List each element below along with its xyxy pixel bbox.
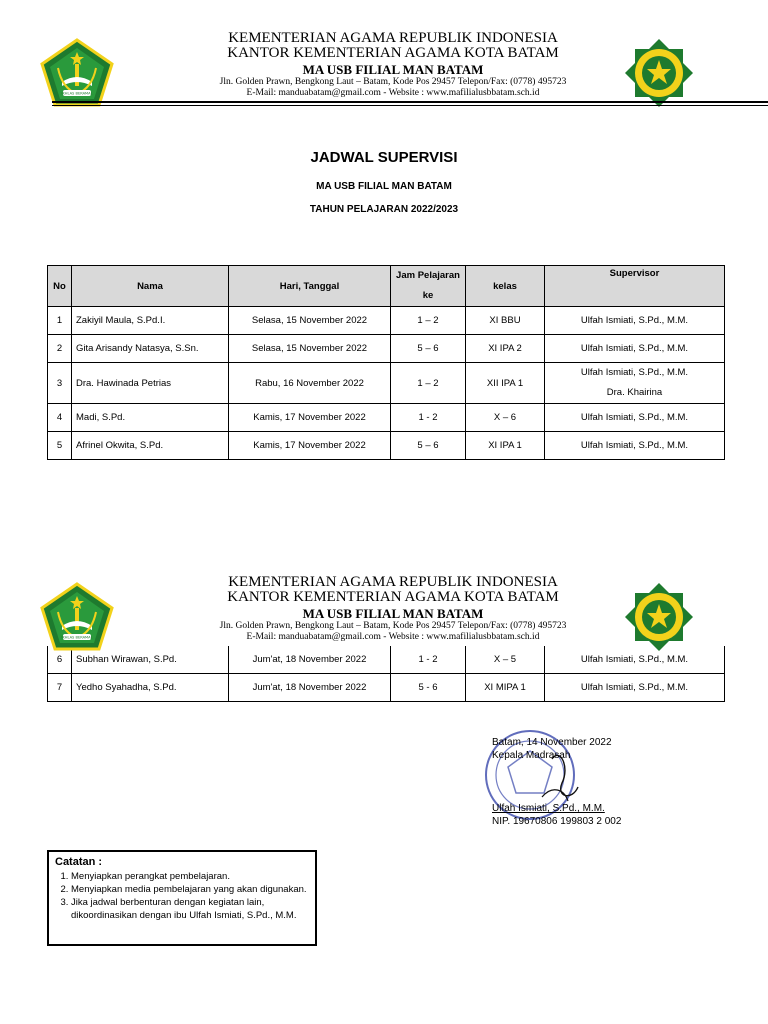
cell-kelas: X – 6 xyxy=(466,404,545,432)
cell-jam: 5 – 6 xyxy=(391,432,466,460)
col-header-no: No xyxy=(48,266,72,307)
cell-supervisor: Ulfah Ismiati, S.Pd., M.M. xyxy=(545,432,725,460)
cell-supervisor: Ulfah Ismiati, S.Pd., M.M. xyxy=(545,674,725,702)
school-logo-icon xyxy=(624,582,694,652)
header-school: MA USB FILIAL MAN BATAM xyxy=(302,606,484,621)
letterhead-second xyxy=(0,574,768,646)
school-logo-icon xyxy=(624,38,694,108)
cell-supervisor: Ulfah Ismiati, S.Pd., M.M. xyxy=(545,307,725,335)
schedule-table-continued xyxy=(47,645,725,702)
table-row xyxy=(48,363,725,404)
header-ministry: KEMENTERIAN AGAMA REPUBLIK INDONESIA xyxy=(228,30,558,46)
cell-no: 4 xyxy=(48,404,72,432)
cell-kelas: XI BBU xyxy=(466,307,545,335)
cell-tanggal: Kamis, 17 November 2022 xyxy=(229,404,391,432)
cell-supervisor: Ulfah Ismiati, S.Pd., M.M. xyxy=(545,646,725,674)
header-address: Jln. Golden Prawn, Bengkong Laut – Batam, Kode Pos 29457 Telepon/Fax: (0778) 495723 xyxy=(219,77,567,87)
cell-nama: Afrinel Okwita, S.Pd. xyxy=(72,432,229,460)
cell-jam: 1 – 2 xyxy=(391,307,466,335)
svg-text:IKHLAS BERAMAL: IKHLAS BERAMAL xyxy=(61,635,93,640)
table-row xyxy=(48,674,725,702)
cell-jam: 5 - 6 xyxy=(391,674,466,702)
cell-no: 6 xyxy=(48,646,72,674)
document-subtitle-school: MA USB FILIAL MAN BATAM xyxy=(316,181,452,192)
signature-date: Batam, 14 November 2022 xyxy=(492,737,612,748)
cell-nama: Gita Arisandy Natasya, S.Sn. xyxy=(72,335,229,363)
col-header-supervisor: Supervisor xyxy=(545,266,725,307)
header-office: KANTOR KEMENTERIAN AGAMA KOTA BATAM xyxy=(227,589,559,605)
signature-name: Ulfah Ismiati, S.Pd., M.M. xyxy=(492,803,605,814)
cell-no: 5 xyxy=(48,432,72,460)
table-header-row xyxy=(48,266,725,307)
table-row xyxy=(48,335,725,363)
schedule-table xyxy=(47,265,725,460)
header-office: KANTOR KEMENTERIAN AGAMA KOTA BATAM xyxy=(227,45,559,61)
cell-kelas: XI IPA 1 xyxy=(466,432,545,460)
col-header-nama: Nama xyxy=(72,266,229,307)
header-address: Jln. Golden Prawn, Bengkong Laut – Batam, Kode Pos 29457 Telepon/Fax: (0778) 495723 xyxy=(219,621,567,631)
cell-kelas: X – 5 xyxy=(466,646,545,674)
header-contact: E-Mail: manduabatam@gmail.com - Website : www.mafilialusbbatam.sch.id xyxy=(246,88,540,98)
list-item: 3. Jika jadwal berbenturan dengan kegiatan lain, dikoordinasikan dengan ibu Ulfah Ismiati, S.Pd., M.M. xyxy=(71,896,315,922)
cell-no: 1 xyxy=(48,307,72,335)
col-header-tanggal: Hari, Tanggal xyxy=(229,266,391,307)
cell-kelas: XI IPA 2 xyxy=(466,335,545,363)
table-row xyxy=(48,404,725,432)
header-school: MA USB FILIAL MAN BATAM xyxy=(302,62,484,77)
signature-nip: NIP. 19670806 199803 2 002 xyxy=(492,816,622,827)
header-contact: E-Mail: manduabatam@gmail.com - Website : www.mafilialusbbatam.sch.id xyxy=(246,632,540,642)
cell-supervisor xyxy=(545,363,725,404)
cell-tanggal: Jum'at, 18 November 2022 xyxy=(229,646,391,674)
cell-no: 3 xyxy=(48,363,72,404)
table-row xyxy=(48,432,725,460)
col-header-jam: Jam Pelajaran ke xyxy=(391,266,466,307)
cell-kelas: XII IPA 1 xyxy=(466,363,545,404)
cell-tanggal: Selasa, 15 November 2022 xyxy=(229,307,391,335)
list-item: 1. Menyiapkan perangkat pembelajaran. xyxy=(71,870,315,883)
cell-supervisor: Ulfah Ismiati, S.Pd., M.M. xyxy=(545,404,725,432)
notes-list xyxy=(49,870,315,922)
cell-nama: Zakiyil Maula, S.Pd.I. xyxy=(72,307,229,335)
cell-no: 7 xyxy=(48,674,72,702)
cell-jam: 1 - 2 xyxy=(391,404,466,432)
cell-nama: Yedho Syahadha, S.Pd. xyxy=(72,674,229,702)
cell-tanggal: Selasa, 15 November 2022 xyxy=(229,335,391,363)
header-ministry: KEMENTERIAN AGAMA REPUBLIK INDONESIA xyxy=(228,574,558,590)
document-title: JADWAL SUPERVISI xyxy=(310,149,458,166)
header-divider xyxy=(52,101,768,103)
kemenag-logo-icon xyxy=(40,38,114,108)
cell-jam: 1 - 2 xyxy=(391,646,466,674)
header-divider-thin xyxy=(52,105,768,106)
cell-supervisor: Ulfah Ismiati, S.Pd., M.M. xyxy=(545,335,725,363)
list-item: 2. Menyiapkan media pembelajaran yang akan digunakan. xyxy=(71,883,315,896)
signature-role: Kepala Madrasah xyxy=(492,750,571,761)
cell-tanggal: Rabu, 16 November 2022 xyxy=(229,363,391,404)
cell-nama: Dra. Hawinada Petrias xyxy=(72,363,229,404)
notes-heading: Catatan : xyxy=(55,856,103,868)
cell-tanggal: Kamis, 17 November 2022 xyxy=(229,432,391,460)
notes-box xyxy=(47,850,317,946)
table-row xyxy=(48,646,725,674)
cell-tanggal: Jum'at, 18 November 2022 xyxy=(229,674,391,702)
kemenag-logo-icon xyxy=(40,582,114,652)
svg-text:IKHLAS BERAMAL: IKHLAS BERAMAL xyxy=(61,91,93,96)
table-row xyxy=(48,307,725,335)
cell-jam: 5 – 6 xyxy=(391,335,466,363)
document-subtitle-year: TAHUN PELAJARAN 2022/2023 xyxy=(309,204,459,215)
cell-kelas: XI MIPA 1 xyxy=(466,674,545,702)
letterhead-top xyxy=(0,30,768,110)
col-header-kelas: kelas xyxy=(466,266,545,307)
cell-jam: 1 – 2 xyxy=(391,363,466,404)
supervisor-secondary: Dra. Khairina xyxy=(606,387,663,398)
supervisor-primary: Ulfah Ismiati, S.Pd., M.M. xyxy=(580,367,689,378)
cell-no: 2 xyxy=(48,335,72,363)
cell-nama: Subhan Wirawan, S.Pd. xyxy=(72,646,229,674)
cell-nama: Madi, S.Pd. xyxy=(72,404,229,432)
